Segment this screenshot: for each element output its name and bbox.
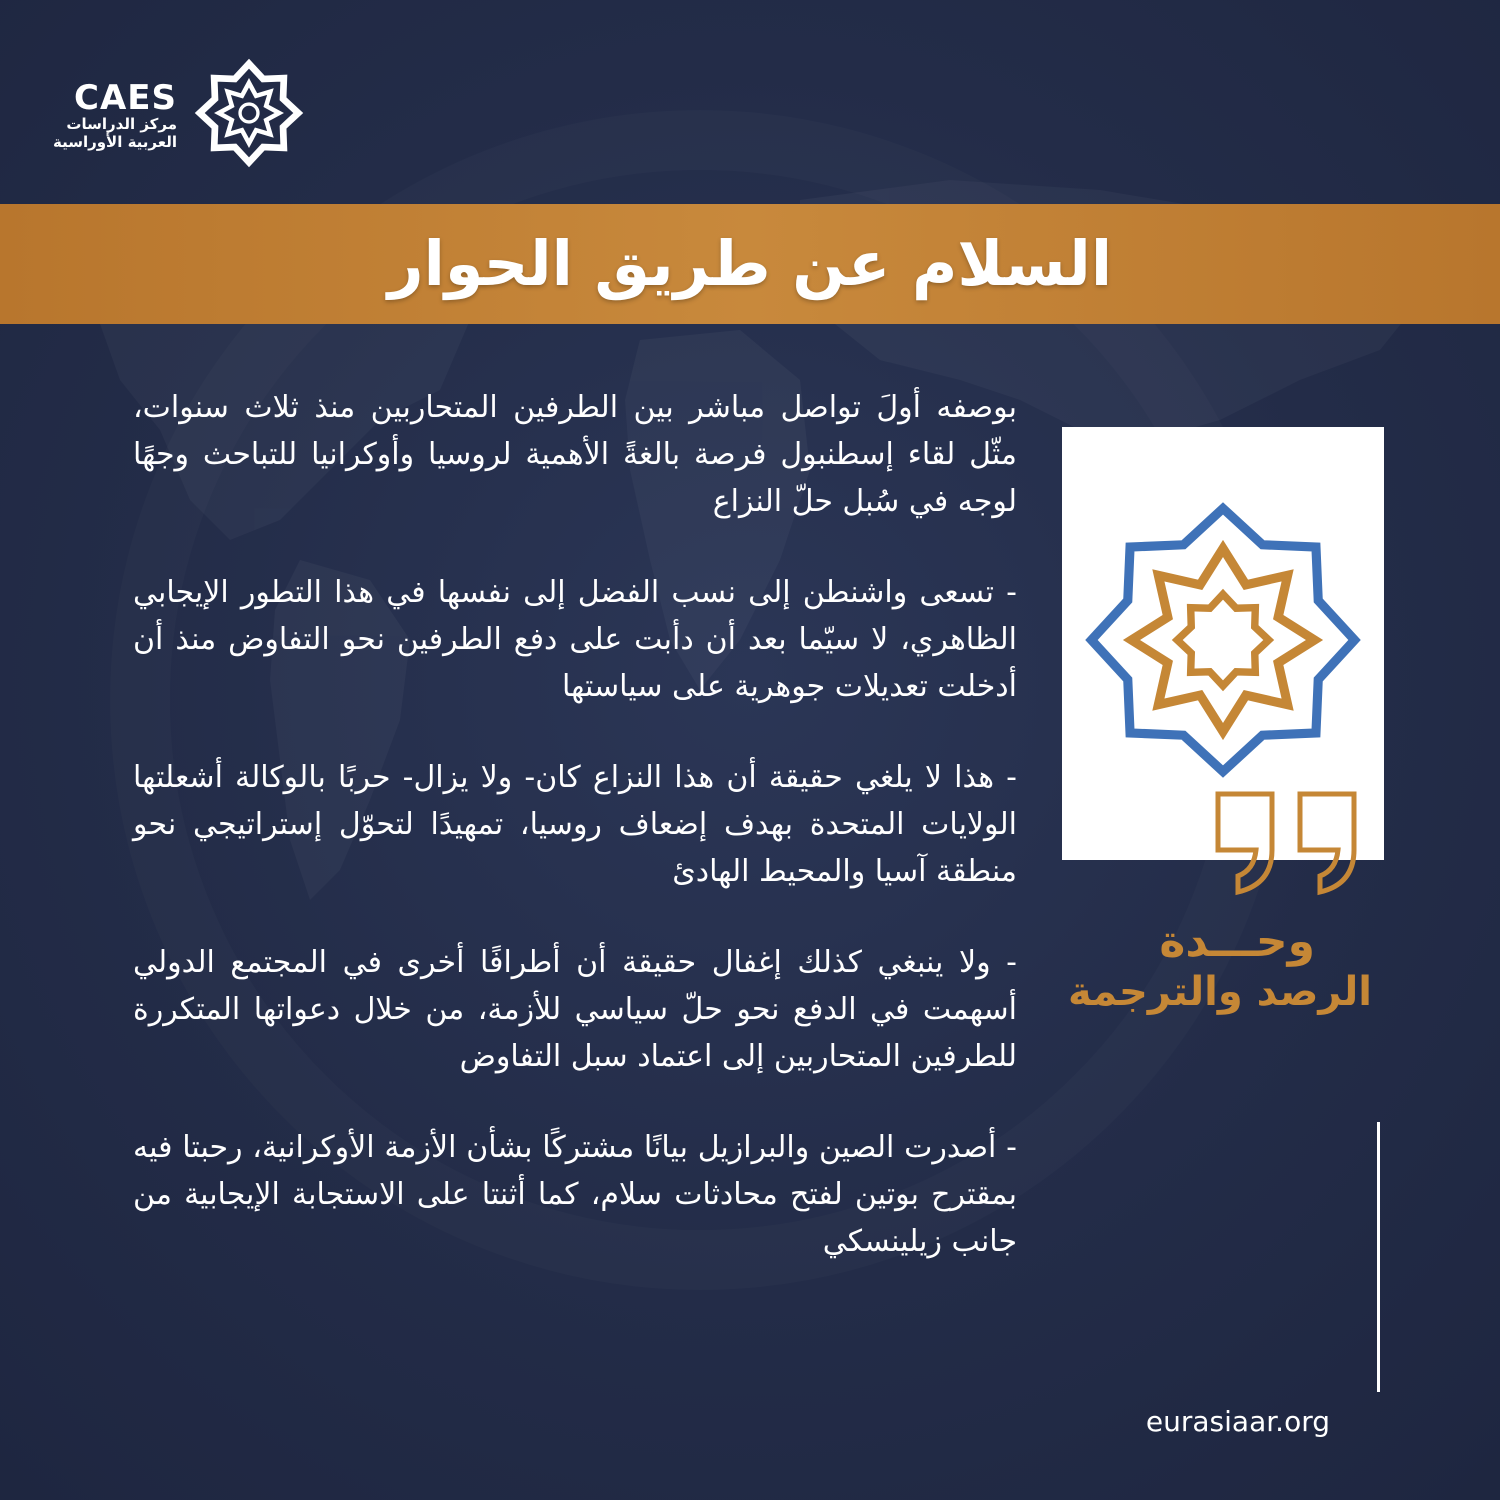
closing-quote-icon <box>1210 788 1362 898</box>
eight-point-star-emblem-icon <box>1070 497 1376 783</box>
unit-label-line1: وحـــدة <box>1159 916 1315 967</box>
paragraph-4: - ولا ينبغي كذلك إغفال حقيقة أن أطرافًا أخرى في المجتمع الدولي أسهمت في الدفع نحو حلّ سياسي للأزمة، من خلال دعواتها المتكررة للطرفين المتحاربين إلى اعتماد سبل التفاوض <box>133 945 1017 1074</box>
paragraph-3: - هذا لا يلغي حقيقة أن هذا النزاع كان- ولا يزال- حربًا بالوكالة أشعلتها الولايات المتحدة بهدف إضعاف روسيا، تمهيدًا لتحوّل إستراتيجي نحو منطقة آسيا والمحيط الهادئ <box>133 760 1017 889</box>
page-title: السلام عن طريق الحوار <box>387 227 1113 300</box>
eight-point-star-logo-icon <box>193 57 305 169</box>
title-banner <box>0 204 1500 324</box>
logo-name-line2: العربية الأوراسية <box>52 133 177 151</box>
logo-abbreviation: CAES <box>74 78 177 118</box>
caes-logo <box>52 55 305 170</box>
paragraph-2: - تسعى واشنطن إلى نسب الفضل إلى نفسها في هذا التطور الإيجابي الظاهري، لا سيّما بعد أن دأبت على دفع الطرفين نحو التفاوض منذ أن أدخلت تعديلات جوهرية على سياستها <box>133 575 1017 704</box>
unit-label-line2: الرصد والترجمة <box>1067 969 1372 1015</box>
article-body <box>133 384 1017 1309</box>
logo-name-line1: مركز الدراسات <box>66 115 177 133</box>
website-link[interactable]: eurasiaar.org <box>1145 1405 1330 1438</box>
paragraph-1: بوصفه أولَ تواصل مباشر بين الطرفين المتحاربين منذ ثلاث سنوات، مثّل لقاء إسطنبول فرصة بالغةً الأهمية لروسيا وأوكرانيا للتباحث وجهًا لوجه في سُبل حلّ النزاع <box>133 390 1017 519</box>
paragraph-5: - أصدرت الصين والبرازيل بيانًا مشتركًا بشأن الأزمة الأوكرانية، رحبتا فيه بمقترح بوتين لفتح محادثات سلام، كما أثنتا على الاستجابة الإيجابية من جانب زيلينسكي <box>133 1130 1017 1259</box>
vertical-divider <box>1377 1122 1380 1392</box>
